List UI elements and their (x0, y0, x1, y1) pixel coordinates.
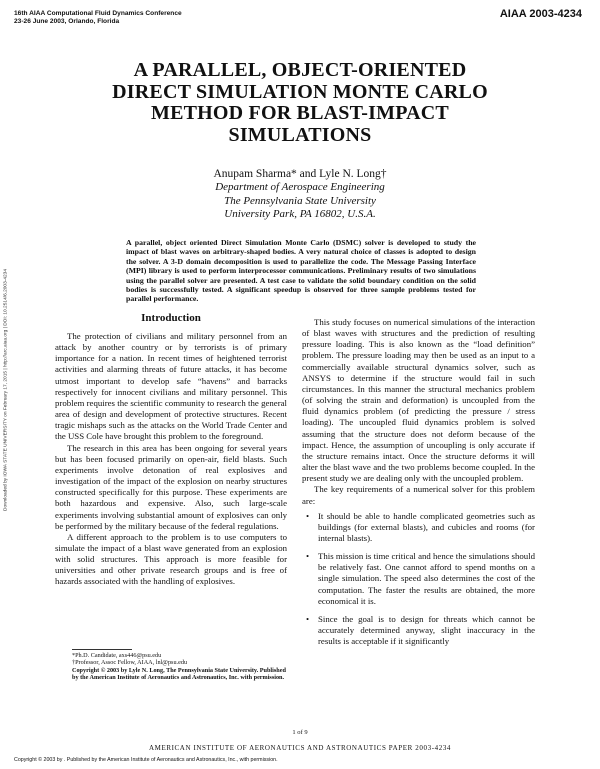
bullet-icon: • (306, 510, 310, 521)
affiliation-line: University Park, PA 16802, U.S.A. (224, 208, 376, 220)
paragraph: The protection of civilians and military personnel from an attack by another country or by terrorists is of primary importance for a nation. In recent times of heightened terrorist activities and alarming threats of future attacks, it has become utmost important to develop safe “havens” and barracks respectively for innocent civilians and military personnel. This problem requires the scientific community to research the general area of design and development of protective structures. Recent tragic mishaps such as the attacks on the World Trade Center and the USS Cole have brought this problem to the foreground. (55, 331, 287, 442)
list-item (302, 551, 535, 607)
paragraph: This study focuses on numerical simulations of the interaction of blast waves with structures and the prediction of resulting pressure loading. This is also known as the “load definition” problem. The pressure loading may then be used as an input to a commercially available structural dynamics solver, such as ANSYS to determine if the structure would fail in such circumstances. In this manner the structural mechanics problem (of solving the strain and deformation) is uncoupled from the fluid dynamics problem (of predicting the pressure / stress loading). The uncoupled fluid dynamics problem is solved assuming that the structure does not deform because of the impact. Hence, the assumption of uncoupling is only accurate if the structure remains intact. Once the structure deforms it will alter the blast wave and the two problems become coupled. In the present study we are dealing only with the uncoupled problem. (302, 317, 535, 484)
paragraph: The research in this area has been ongoing for several years but has been focused primarily on open-air, field blasts. Such experiments involve detonation of real explosives and investigation of the impact of the explosion on nearby structures constructed specifically for this purpose. These experiments are both hazardous and expensive. Also, such large-scale experiments involving substantial amount of explosives can only be performed by the military because of the federal regulations. (55, 442, 287, 531)
paragraph: The key requirements of a numerical solver for this problem are: (302, 484, 535, 506)
download-notice: Downloaded by IOWA STATE UNIVERSITY on February 17, 2015 | http://arc.aiaa.org | DOI: 10.2514/6.2003-4234 (3, 268, 9, 512)
affiliation (100, 181, 500, 222)
title-line: SIMULATIONS (228, 123, 372, 146)
footnote: *Ph.D. Candidate, axs446@psu.edu (72, 652, 162, 659)
footnote: †Professor, Assoc Fellow, AIAA, lnl@psu.edu (72, 659, 188, 667)
title-line: DIRECT SIMULATION MONTE CARLO (112, 80, 488, 103)
list-item (302, 511, 535, 544)
list-item (302, 614, 535, 647)
requirements-list (302, 511, 535, 648)
footnote-copyright: Copyright © 2003 by Lyle N. Long, The Pennsylvania State University. Published by the American Institute of Aeronautics and Astronautics, Inc. with permission. (72, 666, 286, 682)
paper-title (60, 60, 540, 146)
footnotes (72, 649, 287, 682)
list-item-text: Since the goal is to design for threats which cannot be accurately determined anyway, slight inaccuracy in the results is acceptable if it significantly (318, 613, 535, 647)
conference-date: 23-26 June 2003, Orlando, Florida (14, 18, 120, 25)
title-line: METHOD FOR BLAST-IMPACT (151, 102, 449, 124)
right-column (302, 317, 535, 654)
paper-id: AIAA 2003-4234 (499, 8, 582, 20)
download-sidebar (1, 170, 11, 610)
affiliation-line: The Pennsylvania State University (224, 194, 376, 207)
conference-header (14, 10, 182, 26)
page-footer: AMERICAN INSTITUTE OF AERONAUTICS AND ASTRONAUTICS PAPER 2003-4234 (148, 744, 452, 752)
title-line: A PARALLEL, OBJECT-ORIENTED (133, 59, 467, 81)
copyright-line: Copyright © 2003 by . Published by the American Institute of Aeronautics and Astronautics, Inc., with permission. (14, 757, 278, 763)
paragraph: A different approach to the problem is to use computers to simulate the impact of a blast wave generated from an explosion with solid structures. This approach is more feasible for universities and other private research groups and is free of hazards associated with the handling of explosives. (55, 531, 287, 587)
authors: Anupam Sharma* and Lyle N. Long† (213, 168, 387, 180)
left-column (55, 312, 287, 588)
section-heading: Introduction (141, 312, 201, 324)
bullet-icon: • (306, 551, 310, 562)
footnote-rule (72, 649, 132, 650)
list-item-text: It should be able to handle complicated geometries such as buildings (for external blasts), and cubicles and rooms (for internal blasts). (318, 510, 535, 543)
abstract: A parallel, object oriented Direct Simulation Monte Carlo (DSMC) solver is developed to study the impact of blast waves on arbitrary-shaped bodies. A very natural choice of classes is adopted to design the solver. A 3-D domain decomposition is used to parallelize the code. The Message Passing Interface (MPI) library is used to perform interprocessor communications. Preliminary results of two simulations using the parallel solver are presented. A test case to validate the solid boundary condition on the solid bodies is successfully tested. A significant speedup is observed for three sample problems tested for parallel performance. (126, 238, 476, 304)
conference-name: 16th AIAA Computational Fluid Dynamics Conference (14, 10, 182, 17)
list-item-text: This mission is time critical and hence the simulations should be relatively fast. One cannot afford to spend months on a single simulation. The speed also determines the cost of the computation. The faster the results are obtained, the more economical it is. (318, 551, 535, 606)
bullet-icon: • (306, 613, 310, 624)
page-number: 1 of 9 (292, 729, 308, 736)
affiliation-line: Department of Aerospace Engineering (215, 181, 385, 193)
